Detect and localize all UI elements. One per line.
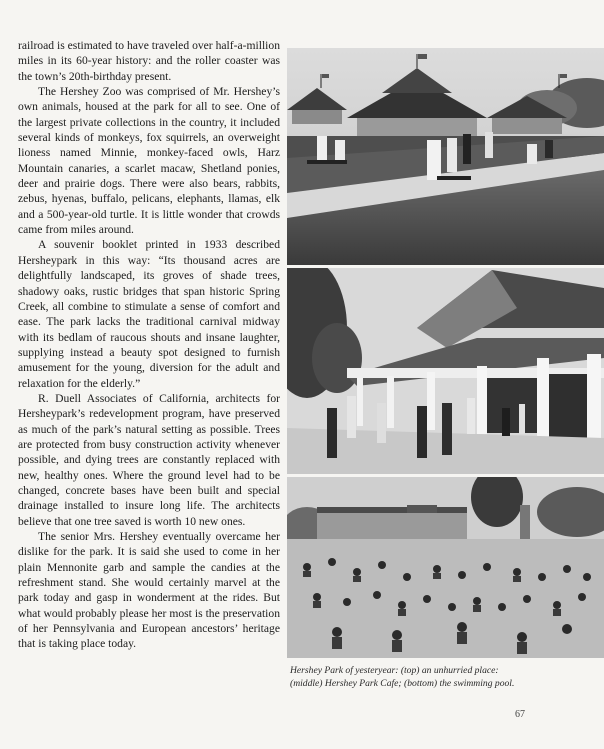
photo-park-pavilion xyxy=(287,48,604,265)
photo-park-cafe xyxy=(287,268,604,474)
article-body xyxy=(18,38,280,652)
paragraph-5: The senior Mrs. Hershey eventually overcame her dislike for the park. It is said she used to come in her plain Mennonite garb and sample the candies at the refreshment stand. She would certainly marvel at the park today and gasp in wonderment at the rides. But what would probably please her most is the preservation of her Pennsylvania and European ancestors’ heritage that is taking place today. xyxy=(18,530,280,651)
paragraph-4: R. Duell Associates of California, architects for Hersheypark’s redevelopment program, have preserved as much of the park’s natural setting as possible. Trees are protected from busy construction activity whenever possible, and dying trees are constantly replaced with new, healthy ones. Where the ground level had to be changed, concrete bases have been built and special drainage installed to insure long life. The architects believe that one tree saved is worth 10 new ones. xyxy=(18,391,280,528)
photo-caption xyxy=(290,664,590,690)
paragraph-1: railroad is estimated to have traveled over half-a-million miles in its 60-year history: and the roller coaster was the town’s 20th-birthday present. xyxy=(18,39,280,83)
paragraph-2: The Hershey Zoo was comprised of Mr. Hershey’s own animals, housed at the park for all to see. One of the largest private collections in the country, it included several kinds of monkeys, fox squirrels, an overweight lioness named Minnie, monkey-faced owls, Harz Mountain canaries, a scarlet macaw, Shetland ponies, deer and prairie dogs. There were also bears, rabbits, zebus, hyenas, buffalo, pelicans, elephants, llamas, elk and a 500-year-old turtle. It is little wonder that crowds came from miles around. xyxy=(18,85,280,237)
paragraph-3: A souvenir booklet printed in 1933 described Hersheypark in this way: “Its thousand acres are delightfully landscaped, its groves of shade trees, shadowy oaks, rustic bridges that span historic Spring Creek, all combine to stimulate a sense of comfort and ease. The park lacks the traditional carnival midway with its bedlam of raucous shouts and insane laughter, supplying instead a beauty spot designed to furnish amusement for the young, diversion for the adult and relaxation for the elderly.” xyxy=(18,238,280,390)
caption-line-1: Hershey Park of yesteryear: (top) an unhurried place: xyxy=(290,665,499,676)
page-number: 67 xyxy=(515,709,525,720)
caption-line-2: (middle) Hershey Park Cafe; (bottom) the swimming pool. xyxy=(290,678,515,689)
photo-swimming-pool xyxy=(287,477,604,658)
